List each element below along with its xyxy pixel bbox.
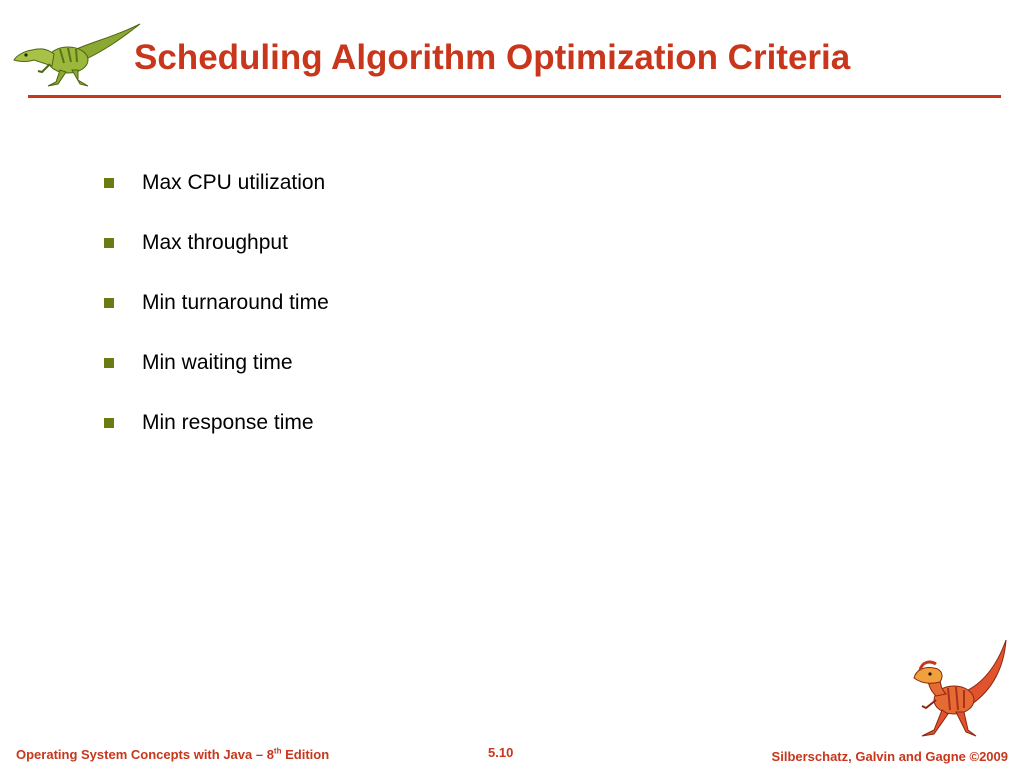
- bullet-text: Min waiting time: [142, 351, 293, 374]
- list-item: [104, 350, 329, 410]
- list-item: [104, 230, 329, 290]
- list-item: [104, 290, 329, 350]
- footer-copyright: Silberschatz, Galvin and Gagne ©2009: [771, 749, 1008, 764]
- title-divider: [28, 95, 1001, 98]
- footer-edition-suffix: th: [273, 746, 282, 756]
- list-item: [104, 410, 329, 470]
- square-bullet-icon: [104, 358, 114, 368]
- footer-book-title-text: Operating System Concepts with Java – 8: [16, 747, 274, 762]
- square-bullet-icon: [104, 178, 114, 188]
- square-bullet-icon: [104, 418, 114, 428]
- square-bullet-icon: [104, 238, 114, 248]
- green-dinosaur-icon: [10, 18, 142, 90]
- bullet-text: Min response time: [142, 411, 314, 434]
- footer-book-title: [16, 747, 329, 762]
- page-number: 5.10: [488, 745, 514, 760]
- footer-edition-word: Edition: [281, 747, 330, 762]
- bullet-text: Min turnaround time: [142, 291, 329, 314]
- list-item: [104, 170, 329, 230]
- square-bullet-icon: [104, 298, 114, 308]
- page-title: Scheduling Algorithm Optimization Criteria: [134, 38, 851, 77]
- bullet-list: [104, 170, 329, 470]
- red-dinosaur-icon: [906, 638, 1010, 740]
- bullet-text: Max CPU utilization: [142, 171, 326, 194]
- bullet-text: Max throughput: [142, 231, 288, 254]
